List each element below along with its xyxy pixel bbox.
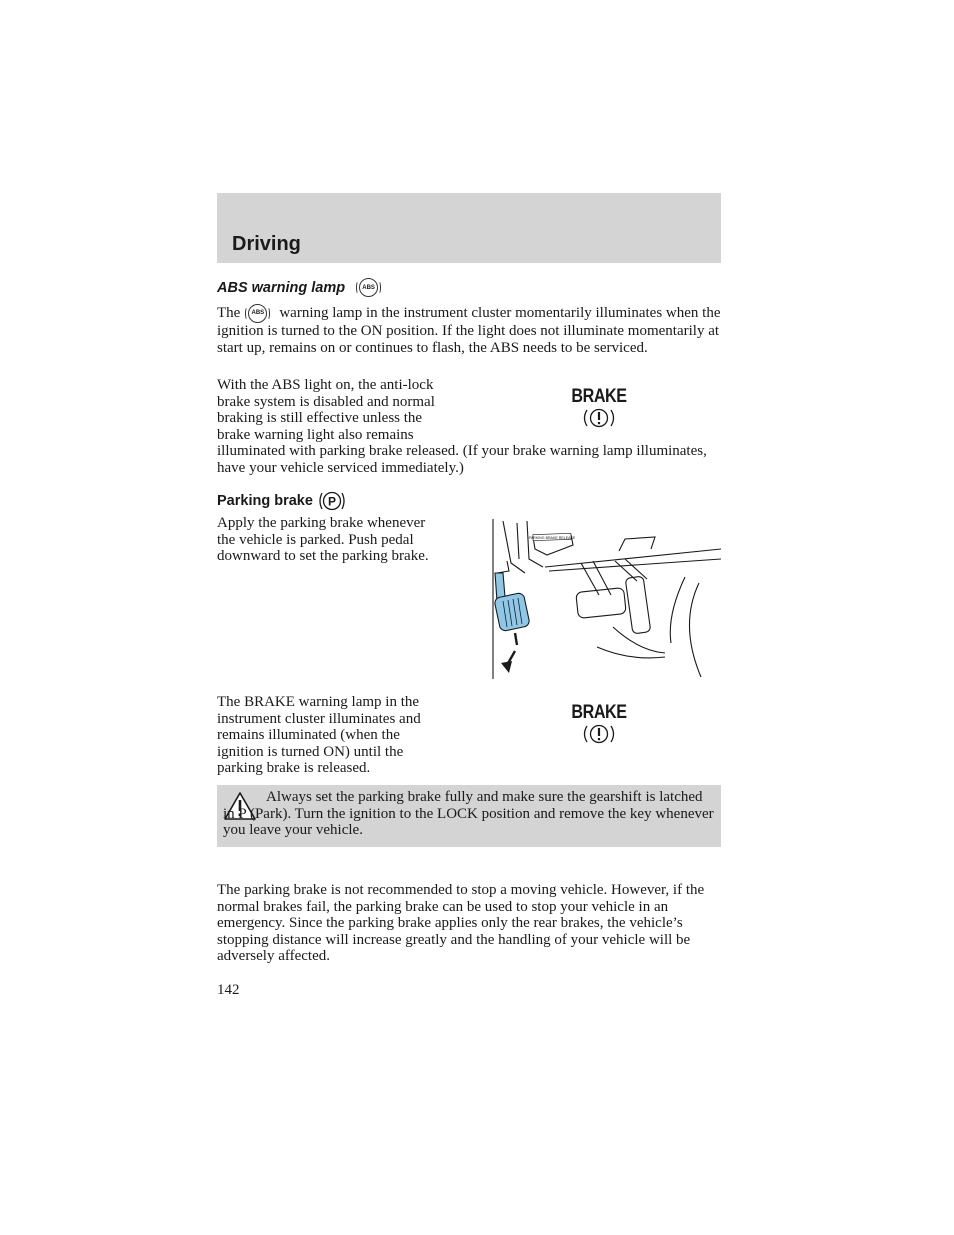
abs-heading-text: ABS warning lamp: [217, 279, 346, 296]
parking-para2-line: ignition is turned ON) until the: [217, 743, 404, 760]
exclamation-circle-icon: [579, 407, 619, 429]
abs-inline-icon: ABS: [248, 304, 267, 323]
abs-para2-line: brake warning light also remains: [217, 426, 414, 443]
brake-warning-icon: [564, 387, 634, 434]
parking-para2-line: parking brake is released.: [217, 760, 371, 776]
section-header-band: [217, 193, 721, 263]
warning-text: Always set the parking brake fully and make sure the gearshift is latched in P (Park). Turn the ignition to the LOCK position and remove the key whenever you leave your vehicle.: [223, 789, 714, 838]
brake-icon-label: BRAKE: [571, 386, 627, 407]
parking-para1-line: downward to set the parking brake.: [217, 548, 429, 564]
parking-paragraph-1: [217, 515, 487, 565]
abs-para2-line: With the ABS light on, the anti-lock: [217, 377, 434, 393]
page-number: 142: [217, 982, 240, 998]
abs-paragraph-1: [217, 304, 723, 356]
abs-warning-icon: ABS: [359, 278, 378, 297]
parking-para1-line: Apply the parking brake whenever: [217, 515, 426, 531]
brake-icon-label: BRAKE: [571, 702, 627, 723]
parking-brake-icon: [319, 490, 345, 512]
parking-brake-heading: [217, 490, 345, 512]
brake-warning-icon: [564, 703, 634, 750]
abs-paragraph-2-tail: illuminated with parking brake released. (If your brake warning lamp illuminates, have your vehicle serviced immediately.): [217, 443, 707, 476]
abs-paragraph-2: [217, 377, 517, 443]
abs-para2-line: braking is still effective unless the: [217, 410, 423, 426]
parking-icon-letter: P: [327, 494, 336, 509]
abs-heading: [217, 278, 378, 297]
parking-paragraph-2: [217, 694, 487, 777]
section-title: Driving: [232, 233, 301, 255]
parking-para2-line: remains illuminated (when the: [217, 727, 400, 743]
parking-para2-line: instrument cluster illuminates and: [217, 710, 421, 727]
parking-brake-pedal-illustration: [489, 515, 721, 679]
warning-box: [217, 785, 721, 847]
parking-para2-line: The BRAKE warning lamp in the: [217, 694, 420, 710]
abs-para-rest: warning lamp in the instrument cluster momentarily illuminates when the ignition is turned to the ON position. If the light does not illuminate momentarily at start up, remains on or continues to flash, the ABS needs to be serviced.: [217, 304, 721, 356]
parking-brake-heading-text: Parking brake: [217, 493, 313, 509]
exclamation-circle-icon: [579, 723, 619, 745]
parking-brake-release-label: PARKING BRAKE RELEASE: [528, 536, 576, 540]
abs-para2-line: brake system is disabled and normal: [217, 393, 435, 410]
parking-para1-line: the vehicle is parked. Push pedal: [217, 531, 414, 548]
closing-paragraph: The parking brake is not recommended to stop a moving vehicle. However, if the normal brakes fail, the parking brake can be used to stop your vehicle in an emergency. Since the parking brake applies only the rear brakes, the vehicle’s stopping distance will increase greatly and the handling of your vehicle will be adversely affected.: [217, 882, 705, 964]
abs-para-prefix: The: [217, 304, 241, 321]
